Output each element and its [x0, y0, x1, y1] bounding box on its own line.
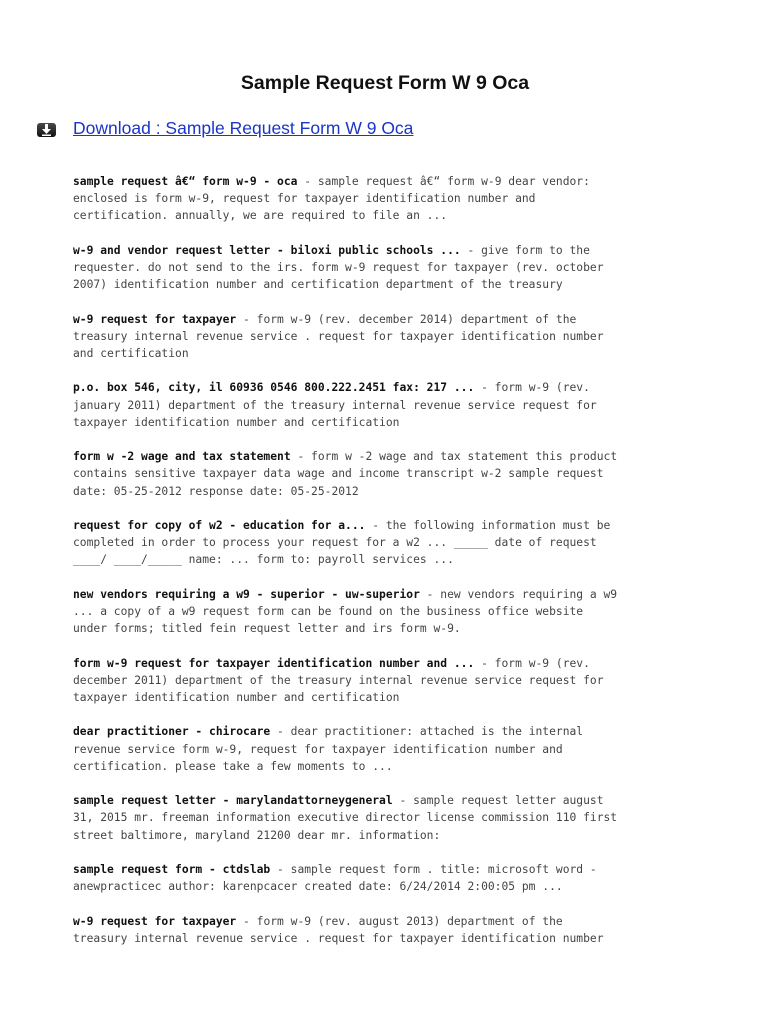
result-title[interactable]: sample request â€“ form w-9 - oca [73, 175, 298, 188]
result-title[interactable]: w-9 request for taxpayer [73, 914, 237, 928]
result-snippet: - form w -2 wage and tax statement this product contains sensitive taxpayer data wage and income transcript w-2 sample request date: 05-25-2012 response date: 05-25-2012 [73, 450, 618, 498]
result-title[interactable]: new vendors requiring a w9 - superior - uw-superior [73, 587, 420, 601]
result-snippet: - form w-9 (rev. december 2014) department of the treasury internal revenue service . request for taxpayer identification number and certification [73, 312, 604, 360]
result-item [73, 379, 733, 431]
result-title[interactable]: request for copy of w2 - education for a... [73, 518, 366, 532]
result-snippet: - form w-9 (rev. december 2011) department of the treasury internal revenue service request for taxpayer identification number and certification [73, 656, 604, 704]
result-title[interactable]: sample request form - ctdslab [73, 862, 271, 876]
results-list [73, 173, 733, 964]
result-snippet: - sample request form . title: microsoft word - anewpracticec author: karenpcacer created date: 6/24/2014 2:00:05 pm ... [73, 862, 597, 894]
result-snippet: - dear practitioner: attached is the internal revenue service form w-9, request for taxpayer identification number and certification. please take a few moments to ... [73, 725, 584, 773]
result-title[interactable]: form w -2 wage and tax statement [73, 450, 291, 464]
result-snippet: - the following information must be completed in order to process your request for a w2 ... _____ date of request ____/ ____/_____ name: ... form to: payroll services ... [73, 518, 611, 567]
result-item [73, 723, 733, 775]
result-title[interactable]: form w-9 request for taxpayer identification number and ... [73, 656, 475, 670]
result-snippet: - sample request â€“ form w-9 dear vendor: enclosed is form w-9, request for taxpayer identification number and certification. annually, we are required to file an ... [73, 175, 590, 223]
result-snippet: - form w-9 (rev. january 2011) department of the treasury internal revenue service request for taxpayer identification number and certification [73, 381, 597, 429]
result-item [73, 792, 733, 844]
result-snippet: - sample request letter august 31, 2015 mr. freeman information executive director license commission 110 first street baltimore, maryland 21200 dear mr. information: [73, 794, 618, 842]
result-snippet: - new vendors requiring a w9 ... a copy of a w9 request form can be found on the business office website under forms; titled fein request letter and irs form w-9. [73, 587, 618, 636]
result-title[interactable]: w-9 and vendor request letter - biloxi public schools ... [73, 243, 461, 257]
result-item [73, 173, 733, 225]
result-item [73, 586, 733, 638]
download-icon[interactable] [37, 123, 56, 137]
result-item [73, 311, 733, 363]
result-title[interactable]: p.o. box 546, city, il 60936 0546 800.222.2451 fax: 217 ... [73, 381, 475, 395]
result-snippet: - give form to the requester. do not send to the irs. form w-9 request for taxpayer (rev. october 2007) identification number and certification department of the treasury [73, 243, 604, 292]
result-item [73, 655, 733, 707]
result-item [73, 448, 733, 500]
result-title[interactable]: dear practitioner - chirocare [73, 725, 271, 739]
result-item [73, 913, 733, 947]
result-item [73, 517, 733, 569]
result-title[interactable]: sample request letter - marylandattorneygeneral [73, 794, 393, 808]
result-title[interactable]: w-9 request for taxpayer [73, 312, 237, 326]
result-snippet: - form w-9 (rev. august 2013) department of the treasury internal revenue service . request for taxpayer identification number [73, 914, 604, 945]
page-title: Sample Request Form W 9 Oca [240, 72, 530, 94]
download-link[interactable]: Download : Sample Request Form W 9 Oca [73, 118, 414, 138]
result-item [73, 242, 733, 294]
result-item [73, 861, 733, 895]
